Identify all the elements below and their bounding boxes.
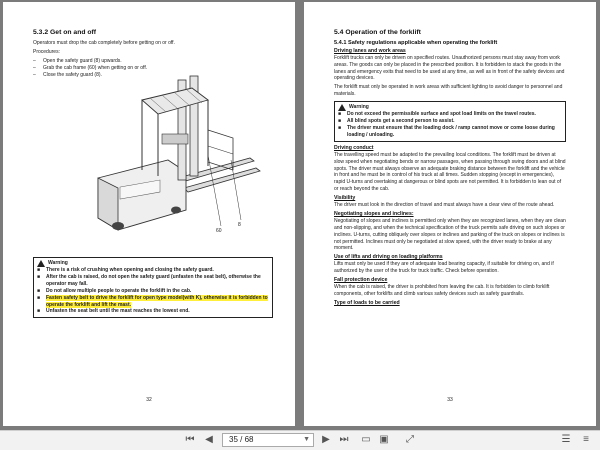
slopes-text: Negotiating of slopes and inclines is permitted only when they are recognized lanes, when they are clean and non-slipping, and when the technical specification of the truck permits safe driving on such slopes or inclines. U-turns, cutting obliquely over slopes or inclines and parking of the truck on slopes or inclines is not permitted. Inclines must only be negotiated at slow speed, with the driver ready to brake at any moment. <box>334 217 566 252</box>
driving-lanes-heading: Driving lanes and work areas <box>334 47 406 54</box>
list-item: – Open the safety guard (8) upwards. <box>33 58 265 65</box>
list-item: ■ All blind spots get a second person to assist. <box>338 118 562 125</box>
list-item: ■ There is a risk of crushing when opening and closing the safety guard. <box>37 267 269 274</box>
fullscreen-icon[interactable]: ⤢ <box>406 434 414 445</box>
page-indicator: 35 / 68 <box>229 435 254 444</box>
driving-lanes-text: Forklift trucks can only be driven on specified routes. Unauthorized persons must stay away from work areas. The goods can only be placed in the prescribed position. It is forbidden to stack the goods in the lanes and emergency exits that need to be used at any time, as well as in front of the safety devices and operating devices. <box>334 54 565 82</box>
list-item <box>37 295 269 309</box>
last-page-icon[interactable]: ⏭ <box>339 434 349 445</box>
chevron-down-icon: ▼ <box>303 436 310 443</box>
section-title: 5.3.2 Get on and off <box>33 29 97 36</box>
callout-8: 8 <box>238 222 241 228</box>
intro-text: Operators must drop the cab completely before getting on or off. <box>33 39 175 46</box>
forklift-illustration <box>58 60 268 250</box>
procedures-label: Procedures: <box>33 48 60 55</box>
warning-title: Warning <box>349 104 369 111</box>
driving-conduct-heading: Driving conduct <box>334 144 374 151</box>
callout-60: 60 <box>216 228 222 234</box>
list-item: ■ Do not exceed the permissible surface and spot load limits on the travel routes. <box>338 111 562 118</box>
highlighted-text: Fasten safety belt to drive the forklift for open type model(with K), otherwise it is forbidden to operate the forklift and lift the mast. <box>46 294 268 308</box>
list-item: – Grab the cab frame (60) when getting on or off. <box>33 65 265 72</box>
section-title: 5.4 Operation of the forklift <box>334 29 421 36</box>
lifts-heading: Use of lifts and driving on loading platforms <box>334 254 443 261</box>
fall-protection-heading: Fall protection device <box>334 277 388 284</box>
list-item: ■ Unfasten the seat belt until the mast reaches the lowest end. <box>37 308 269 315</box>
lifts-text: Lifts must only be used if they are of adequate load bearing capacity, if suitable for driving on, and if authorized by the user of the truck for truck traffic. Check before operation. <box>334 261 554 275</box>
continuous-icon[interactable]: ☰ <box>561 434 571 445</box>
visibility-heading: Visibility <box>334 195 356 202</box>
warning-title: Warning <box>48 260 68 267</box>
driving-conduct-text: The travelling speed must be adapted to the prevailing local conditions. The forklift must be driven at slow speed when negotiating bends or narrow passages, when passing through swing doors and at blind spots. The driver must always observe an adequate braking distance between the forklift and the vehicle in front and he must be in control of his truck at all times. Sudden stopping (except in emergencies), rapid U-turns and overtaking at dangerous or blind spots are not permitted. It is forbidden to lean out of or reach beyond the cab. <box>334 151 566 193</box>
loads-heading: Type of loads to be carried <box>334 299 400 306</box>
page-left <box>3 2 295 426</box>
warning-box <box>334 101 566 142</box>
subsection-title: 5.4.1 Safety regulations applicable when operating the forklift <box>334 39 498 46</box>
driving-lanes-text-2: The forklift must only be operated in work areas with sufficient lighting to avoid danger to personnel and materials. <box>334 84 563 98</box>
list-item: ■ The driver must ensure that the loading dock / ramp cannot move or come loose during loading / unloading. <box>338 125 562 139</box>
fall-protection-text: When the cab is raised, the driver is prohibited from leaving the cab. It is forbidden to climb forklift components, other forklifts and climb various safety devices such as safety guardrails. <box>334 284 550 297</box>
warning-icon <box>37 260 45 267</box>
slopes-heading: Negotiating slopes and inclines: <box>334 210 414 217</box>
visibility-text: The driver must look in the direction of travel and must always have a clear view of the route ahead. <box>334 202 555 209</box>
prev-page-icon[interactable]: ◀ <box>205 434 213 445</box>
warning-icon <box>338 104 346 111</box>
first-page-icon[interactable]: ⏮ <box>185 434 195 445</box>
single-page-icon[interactable]: ▭ <box>361 434 371 445</box>
list-item: ■ Do not allow multiple people to operate the forklift in the cab. <box>37 288 269 295</box>
next-page-icon[interactable]: ▶ <box>322 434 330 445</box>
page-right <box>304 2 596 426</box>
pdf-toolbar <box>0 430 600 450</box>
menu-icon[interactable]: ≡ <box>583 434 589 445</box>
two-page-icon[interactable]: ▣ <box>379 434 389 445</box>
list-item: ■ After the cab is raised, do not open the safety guard (unfasten the seat belt), otherwise the operator may fall. <box>37 274 269 288</box>
warning-list <box>338 111 562 139</box>
list-item: – Close the safety guard (8). <box>33 72 265 79</box>
page-number: 32 <box>146 397 152 404</box>
page-number: 33 <box>447 397 453 404</box>
warning-list <box>37 267 269 315</box>
warning-box <box>33 257 273 318</box>
page-selector[interactable] <box>222 433 314 447</box>
